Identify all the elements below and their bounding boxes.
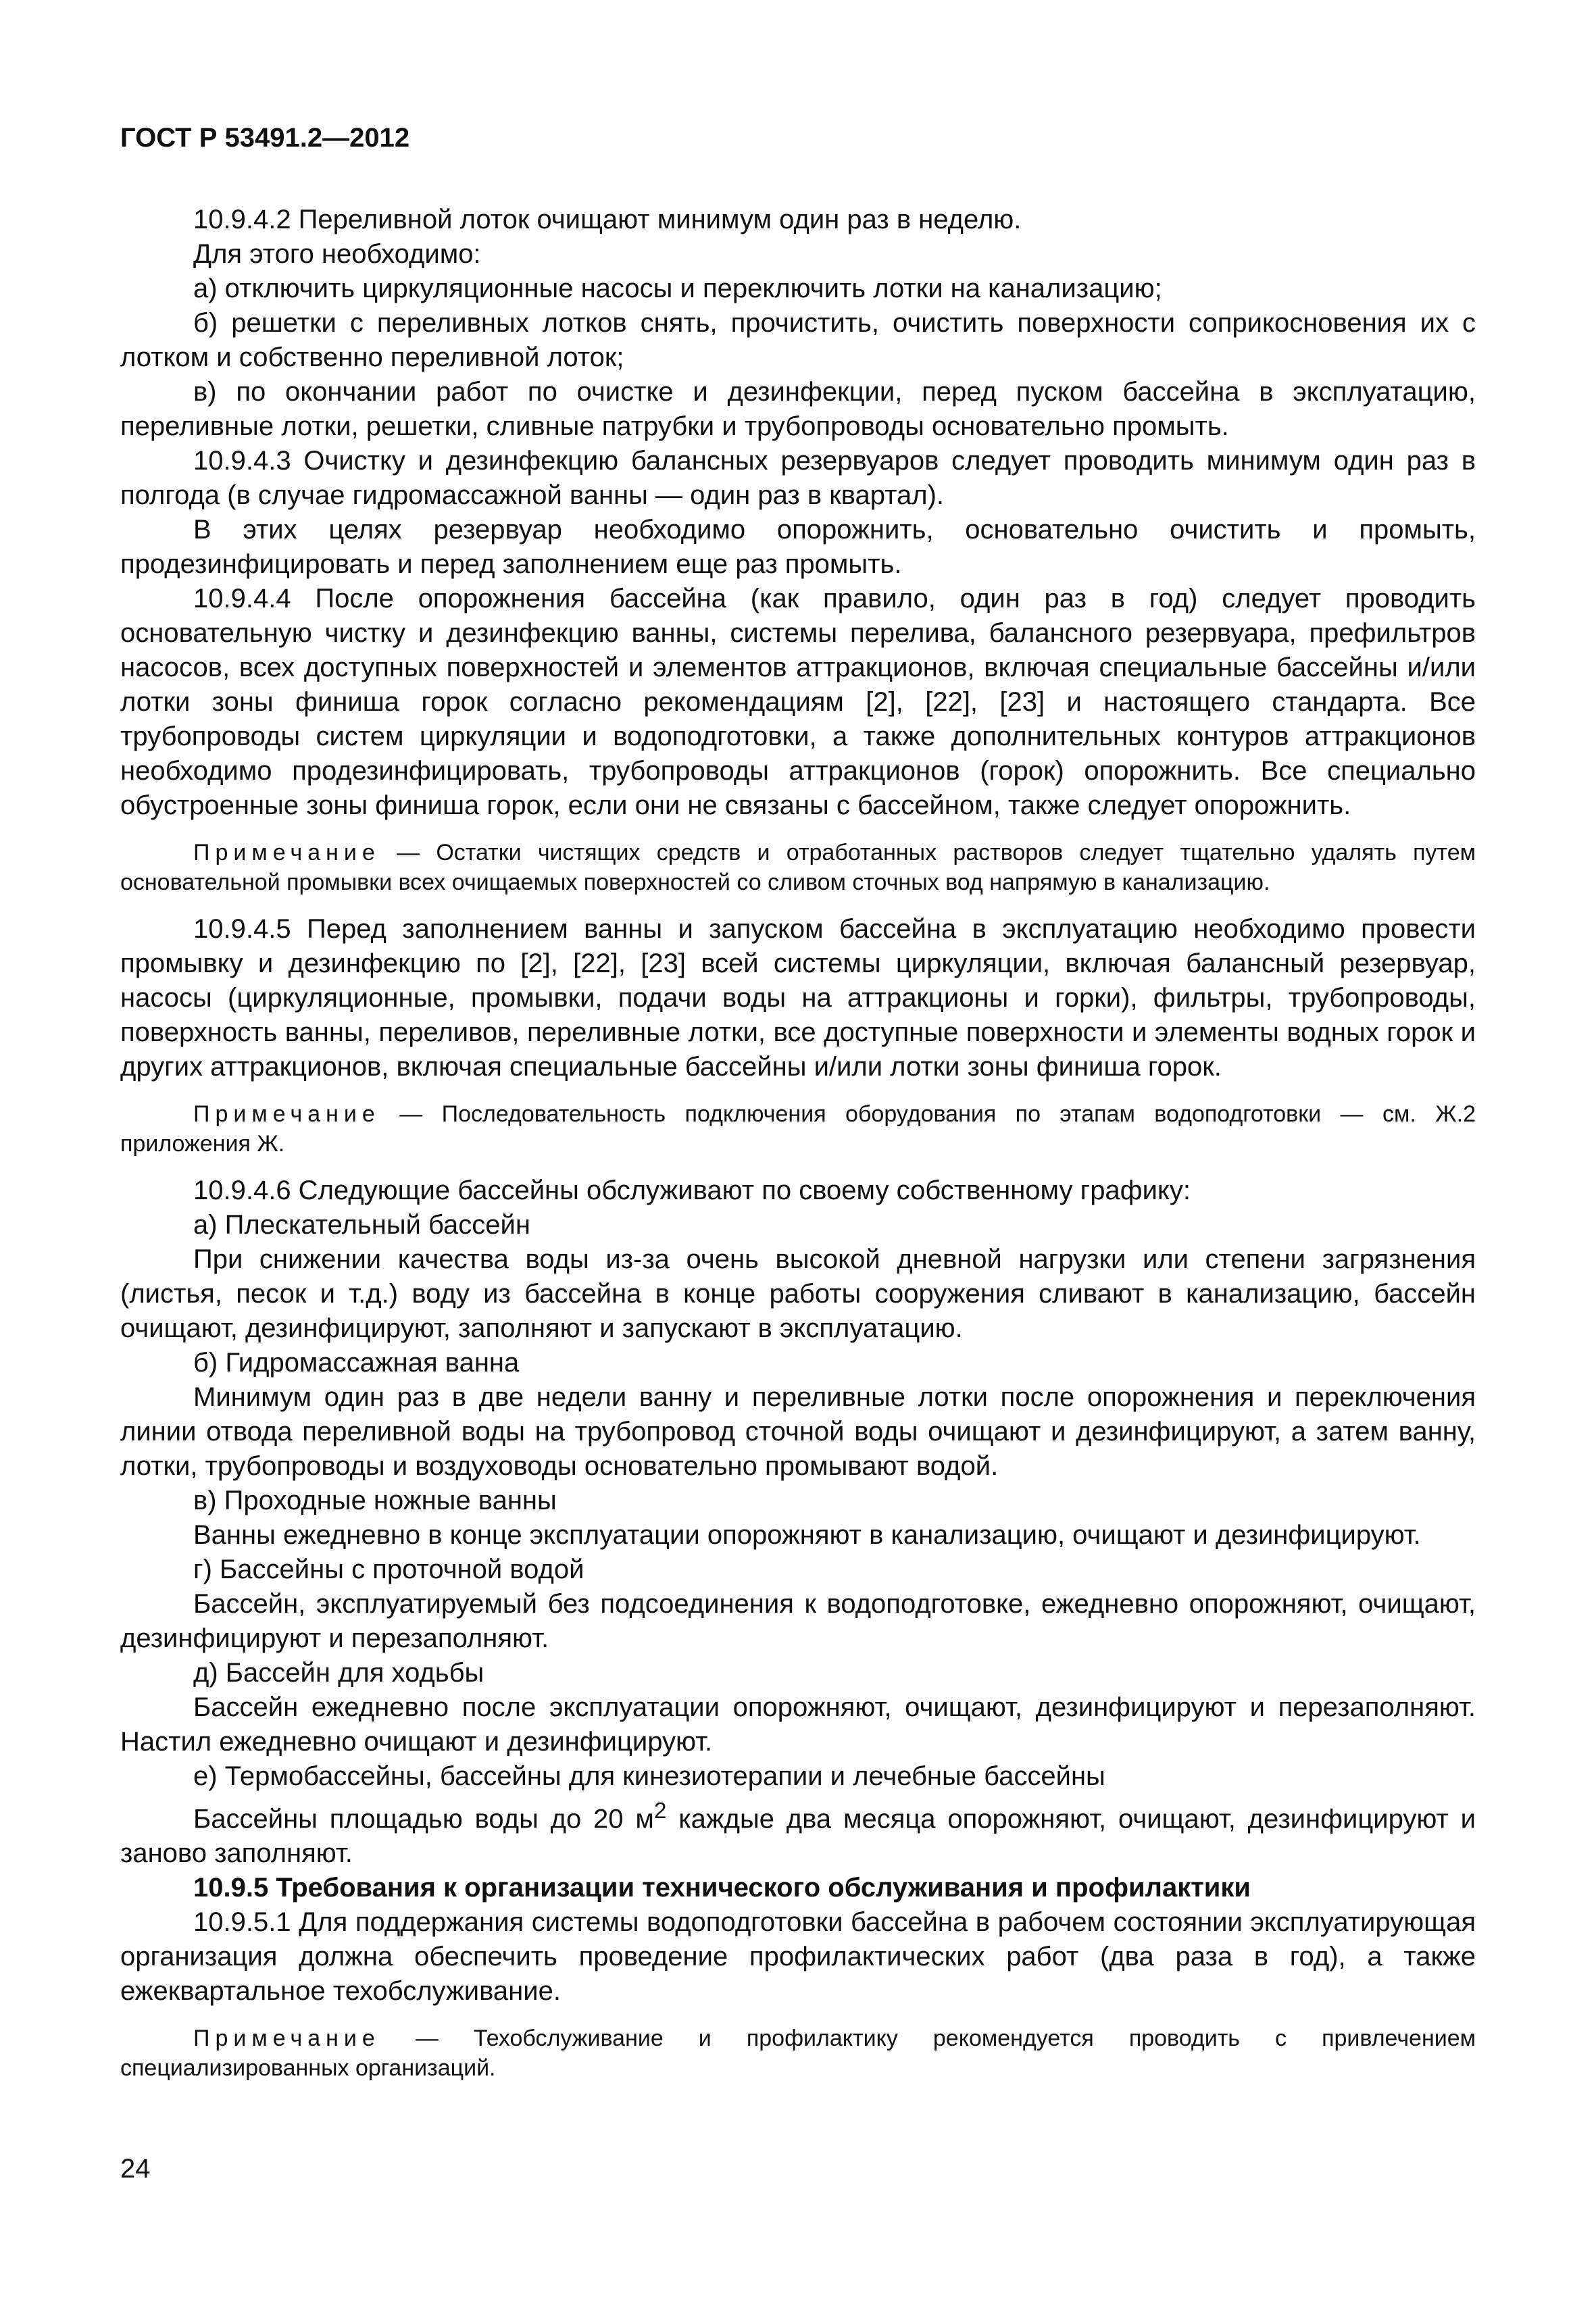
paragraph: д) Бассейн для ходьбы — [193, 1658, 484, 1688]
paragraph-text: Бассейны площадью воды до 20 м — [193, 1804, 654, 1834]
paragraph: Ванны ежедневно в конце эксплуатации опорожняют в канализацию, очищают и дезинфицируют. — [193, 1520, 1421, 1550]
paragraph: в) Проходные ножные ванны — [193, 1486, 557, 1515]
document-header: ГОСТ Р 53491.2—2012 — [120, 123, 410, 153]
page-number: 24 — [120, 2154, 151, 2184]
note-text: — Последовательность подключения оборудования по этапам водоподготовки — см. Ж.2 приложения Ж. — [120, 1101, 1476, 1157]
paragraph: Для этого необходимо: — [193, 239, 481, 269]
paragraph — [120, 1794, 1476, 1871]
note-text: — Техобслуживание и профилактику рекомендуется проводить с привлечением специализированных организаций. — [120, 2026, 1476, 2082]
paragraph: Бассейн, эксплуатируемый без подсоединения к водоподготовке, ежедневно опорожняют, очищают, дезинфицируют и перезаполняют. — [120, 1589, 1476, 1653]
note-label: Примечание — [193, 1101, 380, 1127]
paragraph: а) Плескательный бассейн — [193, 1210, 530, 1240]
paragraph: 10.9.4.4 После опорожнения бассейна (как правило, один раз в год) следует проводить основательную чистку и дезинфекцию ванны, системы перелива, балансного резервуара, префильтров насосов, всех доступных поверхностей и элементов аттракционов, включая специальные бассейны и/или лотки зоны финиша горок согласно рекомендациям [2], [22], [23] и настоящего стандарта. Все трубопроводы систем циркуляции и водоподготовки, а также дополнительных контуров аттракционов необходимо продезинфицировать, трубопроводы аттракционов (горок) опорожнить. Все специально обустроенные зоны финиша горок, если они не связаны с бассейном, также следует опорожнить. — [120, 584, 1476, 820]
paragraph: 10.9.4.3 Очистку и дезинфекцию балансных резервуаров следует проводить минимум один раз в полгода (в случае гидромассажной ванны — один раз в квартал). — [120, 446, 1476, 510]
paragraph: б) решетки с переливных лотков снять, прочистить, очистить поверхности соприкосновения их с лотком и собственно переливной лоток; — [120, 308, 1476, 372]
paragraph: 10.9.5.1 Для поддержания системы водоподготовки бассейна в рабочем состоянии эксплуатирующая организация должна обеспечить проведение профилактических работ (два раза в год), а также ежеквартальное техобслуживание. — [120, 1907, 1476, 2007]
paragraph: 10.9.4.2 Переливной лоток очищают минимум один раз в неделю. — [193, 205, 1022, 234]
paragraph: б) Гидромассажная ванна — [193, 1348, 520, 1378]
paragraph: 10.9.4.5 Перед заполнением ванны и запуском бассейна в эксплуатацию необходимо провести промывку и дезинфекцию по [2], [22], [23] всей системы циркуляции, включая балансный резервуар, насосы (циркуляционные, промывки, подачи воды на аттракционы и горки), фильтры, трубопроводы, поверхность ванны, переливов, переливные лотки, все доступные поверхности и элементы водных горок и других аттракционов, включая специальные бассейны и/или лотки зоны финиша горок. — [120, 914, 1476, 1082]
paragraph: г) Бассейны с проточной водой — [193, 1555, 584, 1584]
paragraph: а) отключить циркуляционные насосы и переключить лотки на канализацию; — [193, 274, 1162, 303]
note — [120, 2023, 1476, 2083]
paragraph: е) Термобассейны, бассейны для кинезиотерапии и лечебные бассейны — [193, 1761, 1105, 1791]
paragraph-text: каждые два месяца опорожняют, очищают, дезинфицируют и заново заполняют. — [120, 1804, 1476, 1869]
note — [120, 1099, 1476, 1159]
note — [120, 838, 1476, 897]
paragraph: Бассейн ежедневно после эксплуатации опорожняют, очищают, дезинфицируют и перезаполняют. Настил ежедневно очищают и дезинфицируют. — [120, 1692, 1476, 1757]
note-label: Примечание — [193, 2026, 380, 2052]
paragraph: в) по окончании работ по очистке и дезинфекции, перед пуском бассейна в эксплуатацию, переливные лотки, решетки, сливные патрубки и трубопроводы основательно промыть. — [120, 377, 1476, 441]
paragraph: При снижении качества воды из-за очень высокой дневной нагрузки или степени загрязнения (листья, песок и т.д.) воду из бассейна в конце работы сооружения сливают в канализацию, бассейн очищают, дезинфицируют, заполняют и запускают в эксплуатацию. — [120, 1244, 1476, 1343]
paragraph: Минимум один раз в две недели ванну и переливные лотки после опорожнения и переключения линии отвода переливной воды на трубопровод сточной воды очищают и дезинфицируют, а затем ванну, лотки, трубопроводы и воздуховоды основательно промывают водой. — [120, 1382, 1476, 1481]
paragraph: В этих целях резервуар необходимо опорожнить, основательно очистить и промыть, продезинфицировать и перед заполнением еще раз промыть. — [120, 515, 1476, 579]
note-label: Примечание — [193, 840, 380, 865]
superscript: 2 — [653, 1799, 667, 1823]
section-heading: 10.9.5 Требования к организации технического обслуживания и профилактики — [193, 1873, 1251, 1903]
paragraph: 10.9.4.6 Следующие бассейны обслуживают по своему собственному графику: — [193, 1176, 1191, 1205]
note-text: — Остатки чистящих средств и отработанных растворов следует тщательно удалять путем основательной промывки всех очищаемых поверхностей со сливом сточных вод напрямую в канализацию. — [120, 840, 1476, 895]
document-body — [120, 203, 1476, 2098]
